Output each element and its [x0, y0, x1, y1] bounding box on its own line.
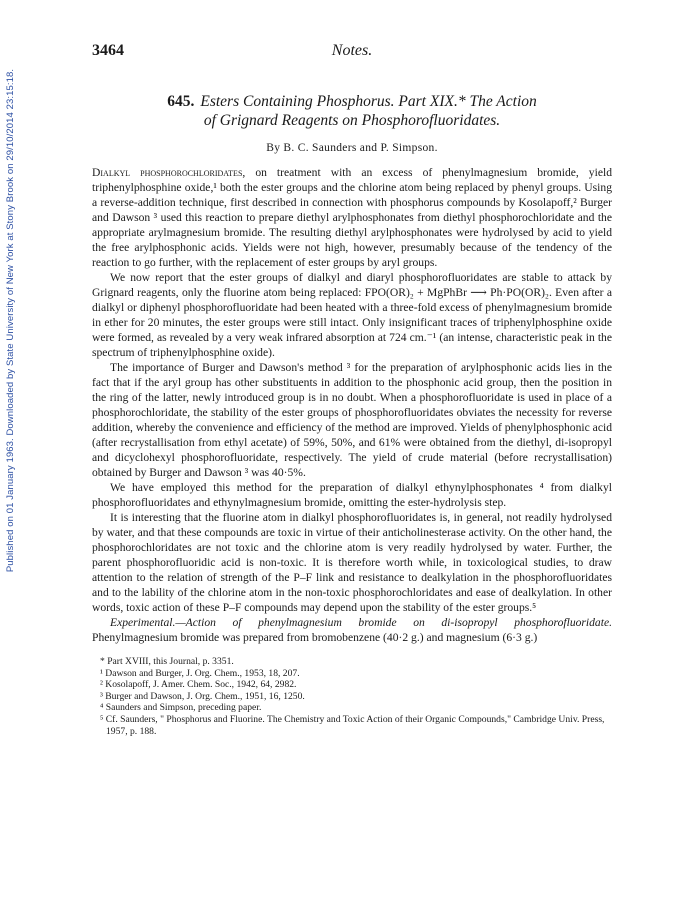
footnote: ² Kosolapoff, J. Amer. Chem. Soc., 1942, 64, 2982.: [100, 679, 297, 691]
article-number: 645.: [167, 93, 195, 110]
section-title: Notes.: [331, 42, 373, 59]
download-watermark: [4, 40, 18, 600]
footnote: ¹ Dawson and Burger, J. Org. Chem., 1953, 18, 207.: [100, 667, 300, 679]
article-title-line-1: [92, 92, 612, 111]
paragraph-text: , on treatment with an excess of phenylmagnesium bromide, yield triphenylphosphine oxide,¹ both the ester groups and the chlorine atom being replaced by phenyl groups. Using a reverse-addition technique, first described in connection with phosphorus compounds by Kosolapoff,² Burger and Dawson ³ used this reaction to prepare diethyl arylphosphonates from diethyl phosphorochloridate and the appropriate arylmagnesium bromide. The resulting diethyl arylphosphonates were hydrolysed by acid to yield the free arylphosphonic acids. Yields were not high, however, presumably because of the tendency of the reaction to go further, with the replacement of ester groups by aryl groups.: [92, 166, 612, 269]
article-title-line-2: of Grignard Reagents on Phosphorofluoridates.: [203, 112, 501, 129]
footnotes: [92, 656, 612, 737]
body-paragraph: It is interesting that the fluorine atom in dialkyl phosphorofluoridates is, in general, not readily hydrolysed by water, and that these compounds are toxic in virtue of their anticholinesterase activity. On the other hand, the phosphorochloridates are not toxic and the chlorine atom is very readily hydrolysed by water. Further, the parent phosphorofluoridic acid is non-toxic. It is therefore worth while, in toxicological studies, to draw attention to the relation of strength of the P–F link and resistance to dealkylation in the phosphorofluoridates and to the lability of the chlorine atom in the non-toxic phosphorochloridates and ease of dealkylation. In other words, toxic action of these P–F compounds may depend upon the stability of the ester groups.⁵: [92, 511, 612, 614]
article-title: [92, 92, 612, 130]
article-title-text-1: Esters Containing Phosphorus. Part XIX.* The Action: [200, 93, 537, 110]
body-paragraph: We now report that the ester groups of dialkyl and diaryl phosphorofluoridates are stable to attack by Grignard reagents, only the fluorine atom being replaced: FPO(OR)₂ + MgPhBr ⟶ Ph·PO(OR)₂. Even after a dialkyl or diphenyl phosphorofluoridate had been heated with a three-fold excess of phenylmagnesium bromide in ether for 20 minutes, the ester groups were still intact. Only insignificant traces of triphenylphosphine oxide were formed, as revealed by a very weak infrared absorption at 724 cm.⁻¹ (an intense, characteristic peak in the spectrum of triphenylphosphine oxide).: [92, 271, 612, 359]
experimental-paragraph: [92, 615, 612, 645]
paragraph-lead: Dialkyl phosphorochloridates: [92, 166, 243, 179]
journal-page: [92, 0, 612, 737]
footnote: ⁵ Cf. Saunders, " Phosphorus and Fluorine. The Chemistry and Toxic Action of their Organic Compounds," Cambridge Univ. Press, 1957, p. 188.: [100, 713, 605, 737]
page-number: 3464: [92, 42, 124, 59]
running-header: [92, 42, 612, 62]
experimental-lead: Experimental.—Action of phenylmagnesium bromide on di-isopropyl phosphorofluoridate.: [110, 616, 612, 629]
article-authors: By B. C. Saunders and P. Simpson.: [266, 142, 438, 154]
body-paragraph: [92, 165, 612, 270]
body-paragraph: The importance of Burger and Dawson's method ³ for the preparation of arylphosphonic acids lies in the fact that if the aryl group has other substituents in addition to the phosphonic acid group, then the position in the ring of the latter, newly introduced group is in no doubt. When a phosphorofluoridate is used in place of a phosphorochloridate, the stability of the ester groups of phosphorofluoridates obviates the necessity for reverse addition, whereby the convenience and efficiency of the method are improved. Yields of phenylphosphonic acid (after recrystallisation from ethyl acetate) of 59%, 50%, and 61% were obtained from the diethyl, di-isopropyl and dicyclohexyl phosphorofluoridate, respectively. The yield of crude material (before recrystallisation) obtained by Burger and Dawson ³ was 40·5%.: [92, 361, 612, 479]
download-watermark-text: Published on 01 January 1963. Downloaded by State University of New York at Stony Brook on 29/10/2014 23:15:18.: [5, 68, 17, 572]
footnote: ⁴ Saunders and Simpson, preceding paper.: [100, 702, 262, 714]
article-body: [92, 165, 612, 645]
body-paragraph: We have employed this method for the preparation of dialkyl ethynylphosphonates ⁴ from dialkyl phosphorofluoridates and ethynylmagnesium bromide, omitting the ester-hydrolysis step.: [92, 481, 612, 509]
footnote: * Part XVIII, this Journal, p. 3351.: [100, 656, 234, 667]
footnote: ³ Burger and Dawson, J. Org. Chem., 1951, 16, 1250.: [100, 690, 305, 702]
experimental-text: Phenylmagnesium bromide was prepared from bromobenzene (40·2 g.) and magnesium (6·3 g.): [92, 631, 538, 644]
